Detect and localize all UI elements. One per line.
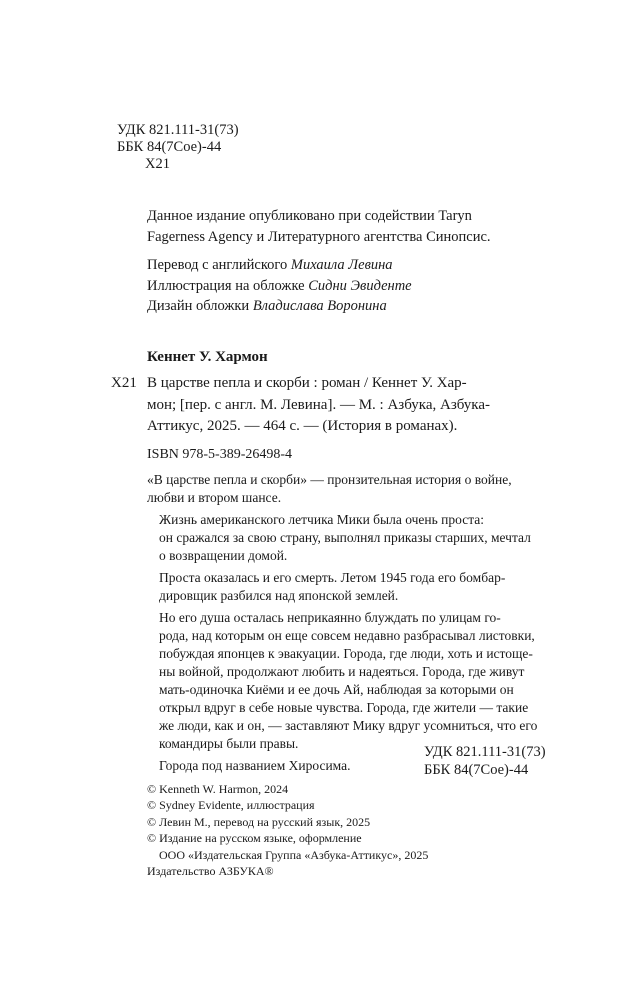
copyright-line: © Издание на русском языке, оформление [147, 831, 362, 846]
translation-credit: Перевод с английского Михаила Левина [147, 257, 393, 273]
author-mark: Х21 [145, 156, 170, 172]
publisher-group: ООО «Издательская Группа «Азбука-Аттикус», 2025 [159, 847, 429, 862]
author-heading: Кеннет У. Хармон [147, 349, 268, 365]
bib-line: мон; [пер. с англ. М. Левина]. — М. : Азбука, Азбука- [147, 396, 491, 413]
copyright-line: © Kenneth W. Harmon, 2024 [147, 782, 289, 796]
bib-line: Аттикус, 2025. — 464 с. — (История в романах). [147, 418, 458, 434]
annotation-paragraph: «В царстве пепла и скорби» — пронзительная история о войне, любви и втором шансе. [147, 472, 512, 505]
copyright-line: © Левин М., перевод на русский язык, 2025 [147, 814, 371, 829]
bbk-code: ББК 84(7Сое)-44 [117, 139, 222, 155]
illustration-credit: Иллюстрация на обложке Сидни Эвиденте [147, 277, 412, 294]
isbn: ISBN 978-5-389-26498-4 [147, 447, 293, 462]
design-credit: Дизайн обложки Владислава Воронина [147, 298, 387, 314]
annotation-paragraph: Проста оказалась и его смерть. Летом 1945 года его бомбар- дировщик разбился над японской землей. [159, 570, 506, 603]
annotation-paragraph: Жизнь американского летчика Мики была очень проста: он сражался за свою страну, выполнял приказы старших, мечтал о возвращении домой. [159, 512, 531, 563]
udk-code: УДК 821.111-31(73) [424, 744, 546, 760]
translator-name: Михаила Левина [290, 257, 393, 273]
bib-line: В царстве пепла и скорби : роман / Кеннет У. Хар- [147, 375, 467, 391]
classification-codes [117, 122, 239, 173]
designer-name: Владислава Воронина [252, 298, 387, 314]
illustrator-name: Сидни Эвиденте [308, 277, 412, 294]
author-mark-side: Х21 [111, 375, 137, 391]
credits [147, 255, 412, 317]
udk-code: УДК 821.111-31(73) [117, 122, 239, 138]
copyright-block [147, 781, 428, 879]
copyright-line: © Sydney Evidente, иллюстрация [147, 798, 315, 813]
annotation [147, 471, 547, 779]
annotation-paragraph: Но его душа осталась неприкаянно блуждать по улицам го- рода, над которым он еще совсем недавно разбрасывал листовки, побуждая японцев к эвакуации. Города, где люди, хоть и истоще- ны войной, продолжают любить и надеяться. Города, где живут мать-одиночка Киёми и ее дочь Ай, наблюдая за которыми он открыл вдруг в себе новые чувства. Города, где жители — такие же люди, как и он, — заставляют Мику вдруг усомниться, что его командиры были правы. [159, 610, 538, 751]
annotation-paragraph: Города под названием Хиросима. [159, 758, 351, 773]
notice-line: Данное издание опубликовано при содействии Taryn [147, 208, 472, 224]
bibliographic-record [147, 373, 547, 438]
notice-line: Fagerness Agency и Литературного агентства Синопсис. [147, 229, 491, 245]
bbk-code: ББК 84(7Сое)-44 [424, 762, 529, 778]
publication-notice [147, 206, 547, 248]
footer-classification [424, 743, 546, 779]
imprint: Издательство АЗБУКА® [147, 864, 274, 879]
